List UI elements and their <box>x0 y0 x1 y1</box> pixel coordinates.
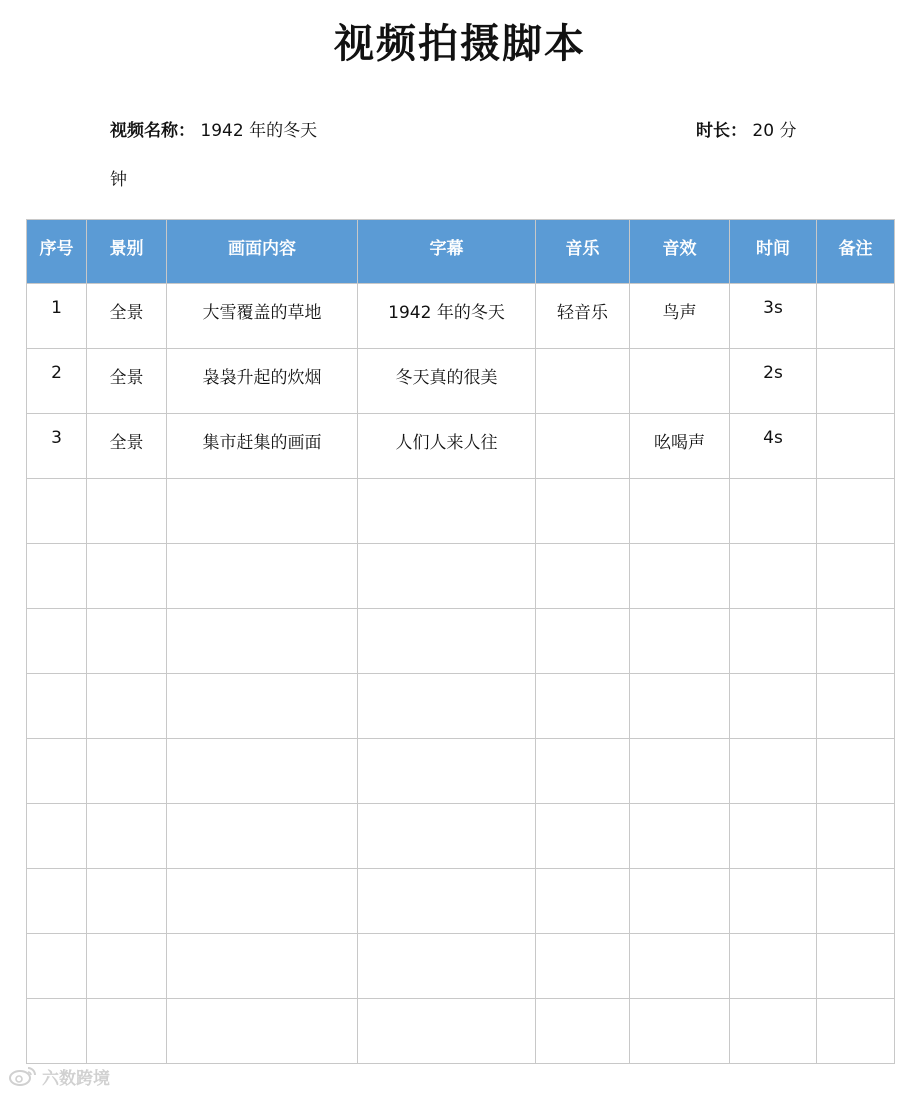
table-cell: 1 <box>27 284 87 349</box>
table-row <box>27 284 895 349</box>
table-cell <box>630 544 730 609</box>
table-body <box>27 284 895 1064</box>
video-name-line <box>110 120 317 142</box>
table-cell <box>87 479 167 544</box>
table-cell <box>87 804 167 869</box>
table-row <box>27 414 895 479</box>
table-cell <box>27 804 87 869</box>
watermark <box>8 1064 110 1088</box>
table-cell <box>358 869 536 934</box>
table-cell <box>817 609 895 674</box>
table-row <box>27 999 895 1064</box>
table-cell <box>536 999 630 1064</box>
video-name-value: 1942 年的冬天 <box>200 121 318 141</box>
table-cell <box>817 544 895 609</box>
table-cell <box>817 739 895 804</box>
weibo-logo-icon <box>8 1065 38 1087</box>
table-cell <box>536 934 630 999</box>
table-cell: 2s <box>730 349 817 414</box>
table-cell <box>630 674 730 739</box>
table-cell: 全景 <box>87 414 167 479</box>
table-cell <box>817 804 895 869</box>
table-cell <box>817 999 895 1064</box>
table-row <box>27 869 895 934</box>
table-cell <box>817 414 895 479</box>
table-cell <box>167 674 358 739</box>
table-cell <box>730 739 817 804</box>
table-cell <box>27 544 87 609</box>
column-header: 画面内容 <box>167 220 358 284</box>
table-cell <box>167 934 358 999</box>
table-cell <box>536 674 630 739</box>
table-cell <box>630 934 730 999</box>
table-cell <box>167 739 358 804</box>
table-cell <box>536 609 630 674</box>
column-header: 序号 <box>27 220 87 284</box>
table-cell: 大雪覆盖的草地 <box>167 284 358 349</box>
table-cell <box>536 804 630 869</box>
column-header: 字幕 <box>358 220 536 284</box>
table-row <box>27 479 895 544</box>
table-cell <box>630 869 730 934</box>
table-cell: 1942 年的冬天 <box>358 284 536 349</box>
table-cell: 全景 <box>87 349 167 414</box>
table-cell <box>27 479 87 544</box>
table-cell <box>27 999 87 1064</box>
table-cell <box>358 479 536 544</box>
table-cell: 全景 <box>87 284 167 349</box>
table-cell <box>358 609 536 674</box>
table-cell <box>87 999 167 1064</box>
column-header: 音效 <box>630 220 730 284</box>
column-header: 景别 <box>87 220 167 284</box>
video-duration-value: 20 分 <box>752 121 797 141</box>
table-cell <box>358 739 536 804</box>
column-header: 时间 <box>730 220 817 284</box>
table-cell <box>536 869 630 934</box>
table-cell <box>730 544 817 609</box>
table-cell <box>630 349 730 414</box>
table-cell: 吆喝声 <box>630 414 730 479</box>
table-cell <box>630 999 730 1064</box>
table-cell <box>167 999 358 1064</box>
table-cell <box>630 804 730 869</box>
table-cell <box>817 869 895 934</box>
table-cell <box>817 674 895 739</box>
table-cell <box>27 934 87 999</box>
table-cell: 轻音乐 <box>536 284 630 349</box>
table-row <box>27 674 895 739</box>
table-row <box>27 934 895 999</box>
video-duration-label: 时长： <box>696 121 747 141</box>
column-header: 音乐 <box>536 220 630 284</box>
table-cell <box>536 739 630 804</box>
table-cell <box>358 544 536 609</box>
table-cell: 3 <box>27 414 87 479</box>
table-cell <box>630 609 730 674</box>
table-cell <box>536 349 630 414</box>
table-cell <box>630 479 730 544</box>
table-row <box>27 544 895 609</box>
table-cell <box>27 739 87 804</box>
table-cell <box>536 479 630 544</box>
table-cell <box>167 609 358 674</box>
table-cell <box>817 284 895 349</box>
table-cell <box>817 934 895 999</box>
table-cell <box>358 804 536 869</box>
table-row <box>27 609 895 674</box>
video-duration-wrap: 钟 <box>110 170 127 190</box>
table-cell <box>167 804 358 869</box>
table-cell <box>630 739 730 804</box>
table-cell <box>167 544 358 609</box>
watermark-text: 六数跨境 <box>42 1068 110 1089</box>
table-cell: 袅袅升起的炊烟 <box>167 349 358 414</box>
table-cell: 2 <box>27 349 87 414</box>
table-cell <box>27 869 87 934</box>
shooting-script-table <box>26 219 895 1064</box>
table-cell <box>817 349 895 414</box>
table-cell: 3s <box>730 284 817 349</box>
table-cell: 集市赶集的画面 <box>167 414 358 479</box>
table-cell <box>167 869 358 934</box>
table-cell: 鸟声 <box>630 284 730 349</box>
table-cell <box>730 869 817 934</box>
table-cell <box>730 674 817 739</box>
table-cell <box>730 999 817 1064</box>
table-cell <box>87 674 167 739</box>
column-header: 备注 <box>817 220 895 284</box>
table-cell <box>730 804 817 869</box>
table-row <box>27 739 895 804</box>
table-cell: 冬天真的很美 <box>358 349 536 414</box>
table-cell: 4s <box>730 414 817 479</box>
table-cell <box>536 414 630 479</box>
table-cell <box>358 674 536 739</box>
table-cell <box>87 739 167 804</box>
video-duration-line <box>696 120 796 142</box>
table-row <box>27 349 895 414</box>
table-cell <box>358 999 536 1064</box>
video-name-label: 视频名称： <box>110 121 195 141</box>
table-cell <box>536 544 630 609</box>
table-row <box>27 804 895 869</box>
table-cell <box>730 479 817 544</box>
table-cell <box>87 934 167 999</box>
table-cell <box>730 934 817 999</box>
document-title: 视频拍摄脚本 <box>334 21 586 67</box>
table-cell <box>87 544 167 609</box>
table-cell <box>167 479 358 544</box>
table-cell <box>27 674 87 739</box>
table-cell <box>730 609 817 674</box>
table-cell <box>358 934 536 999</box>
table-cell <box>87 609 167 674</box>
table-cell <box>87 869 167 934</box>
table-header-row <box>27 220 895 284</box>
table-cell: 人们人来人往 <box>358 414 536 479</box>
table-cell <box>27 609 87 674</box>
table-cell <box>817 479 895 544</box>
